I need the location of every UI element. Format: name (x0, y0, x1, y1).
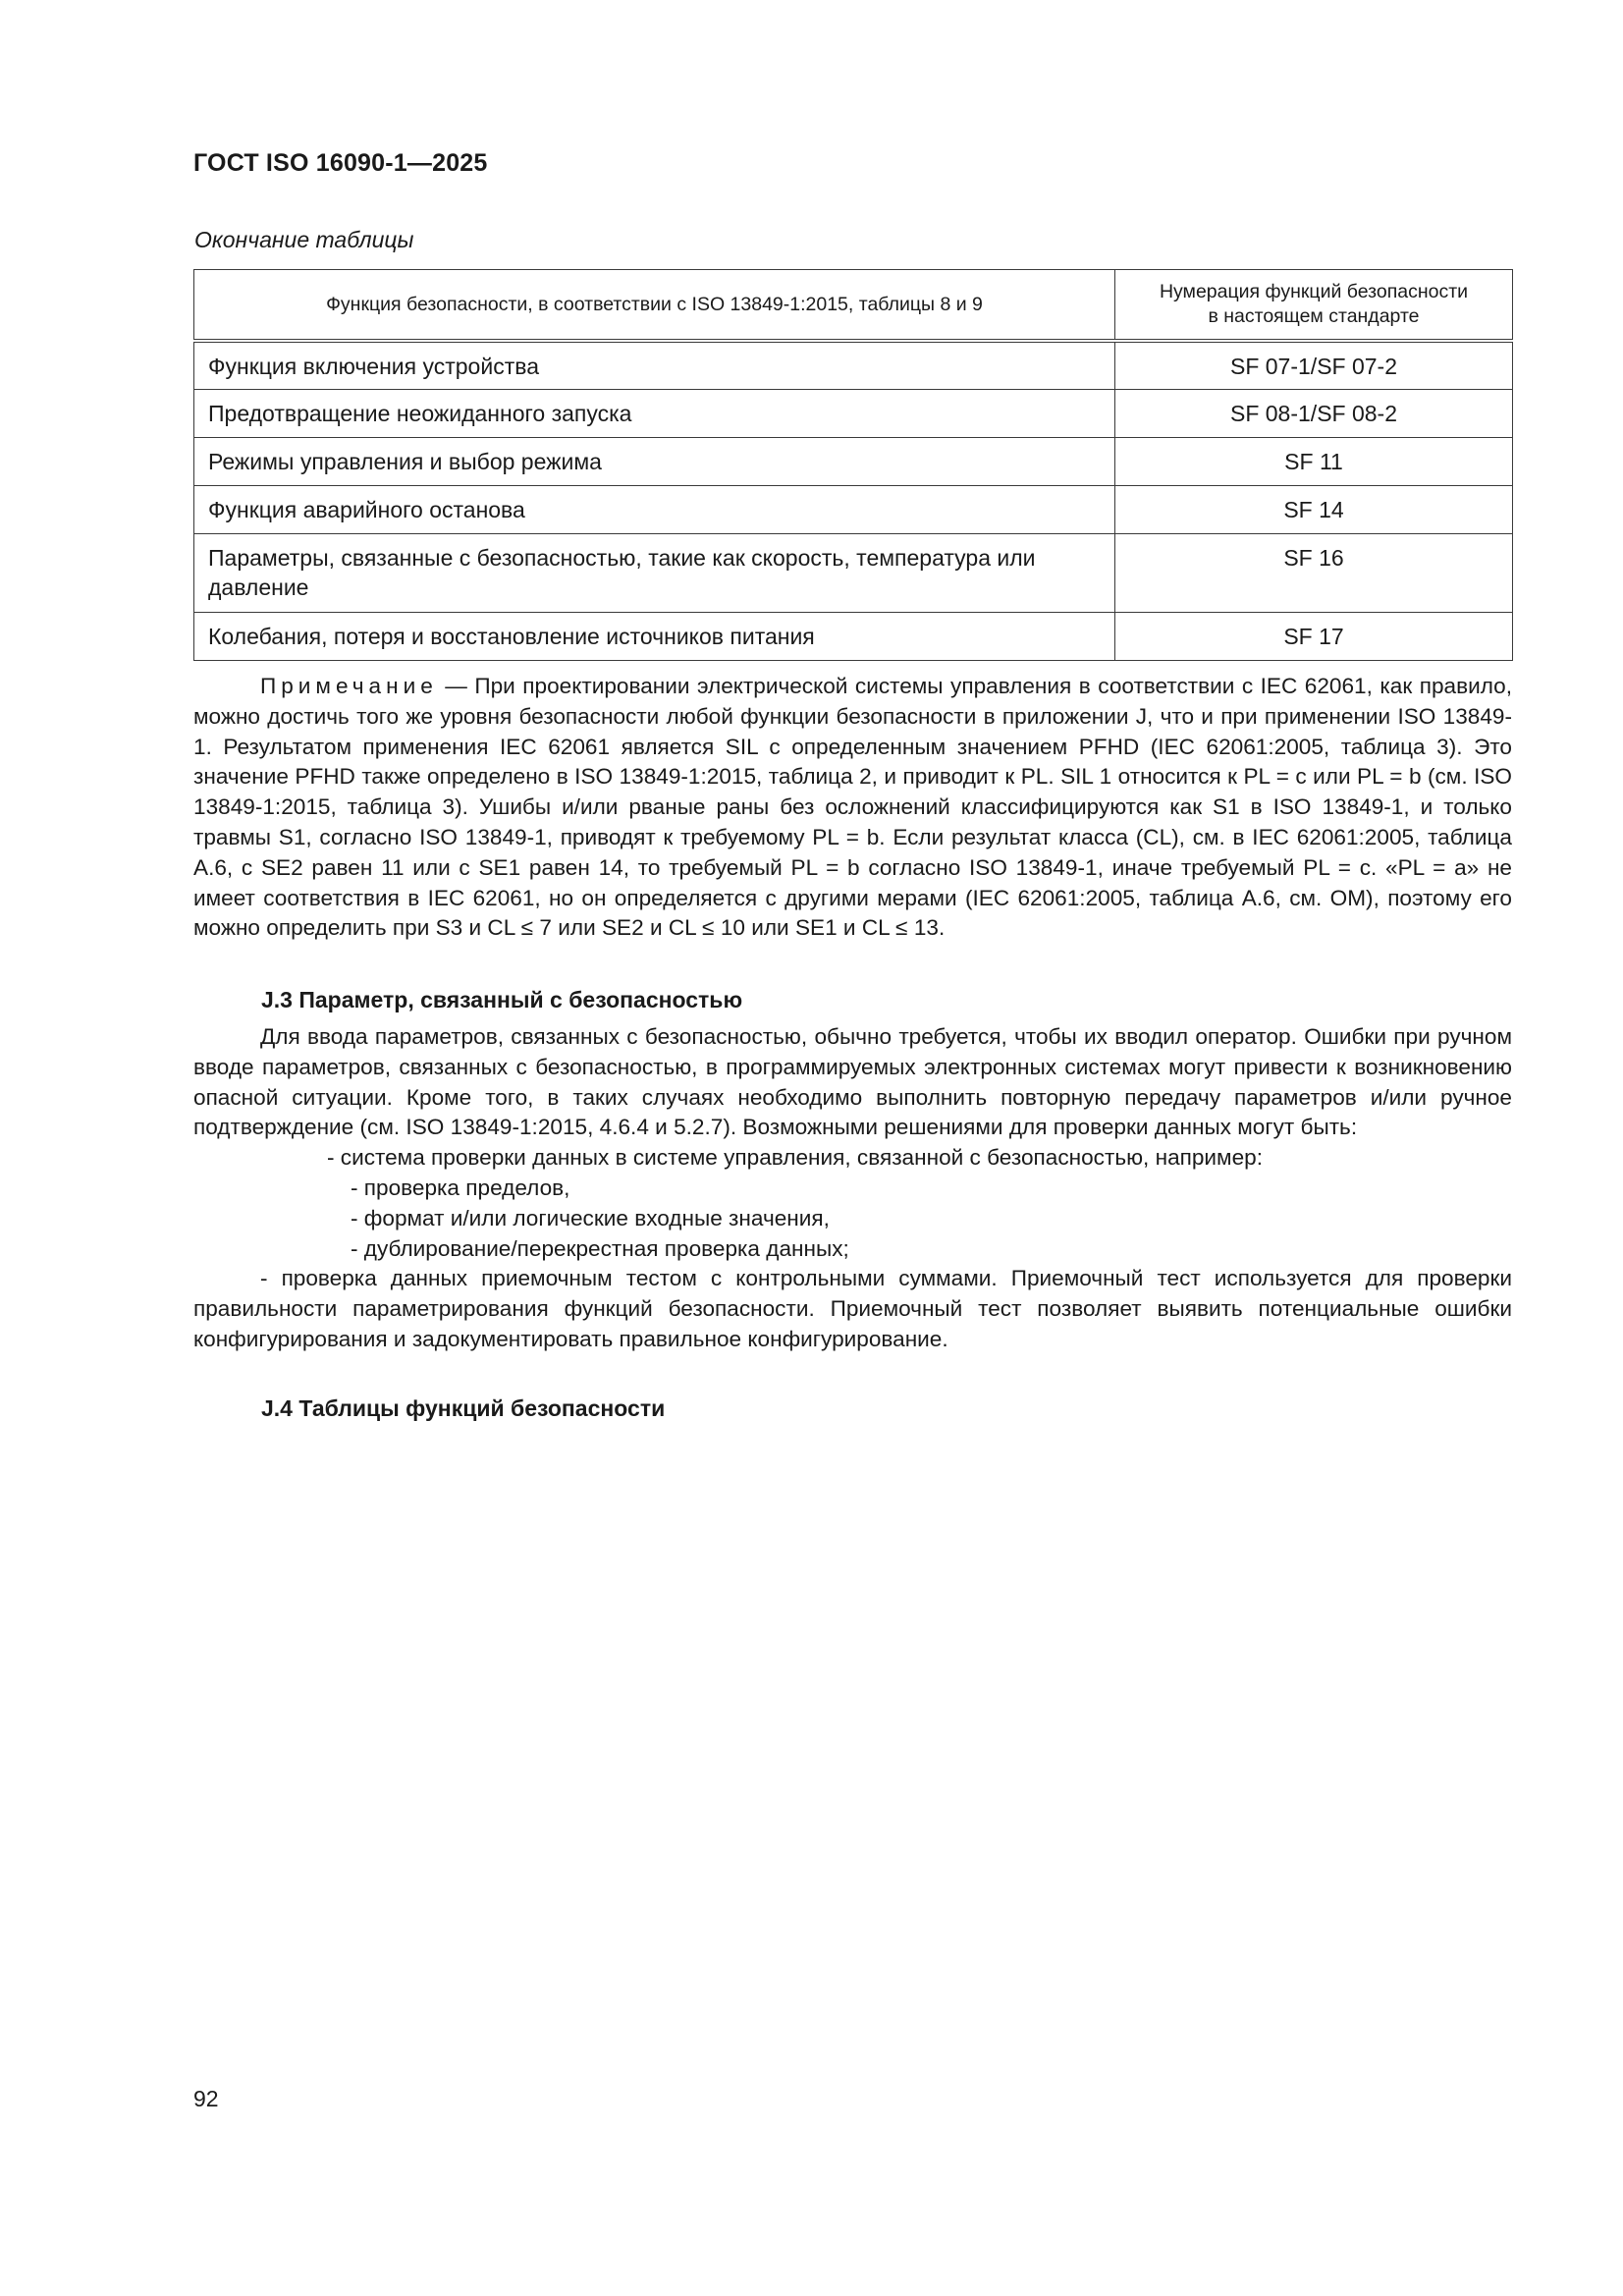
sub-list-item: - проверка пределов, (351, 1175, 570, 1200)
column-header-numbering-line1: Нумерация функций безопасности (1159, 281, 1469, 302)
list-item: - проверка данных приемочным тестом с контрольными суммами. Приемочный тест используется для проверки правильности параметрирования функций безопасности. Приемочный тест позволяет выявить потенциальные ошибки конфигурирования и задокументировать правильное конфигурирование. (193, 1266, 1512, 1351)
code-cell: SF 17 (1115, 612, 1513, 660)
code-cell: SF 11 (1115, 437, 1513, 485)
section-j3-heading: J.3 Параметр, связанный с безопасностью (261, 987, 743, 1012)
code-cell: SF 07-1/SF 07-2 (1115, 341, 1513, 389)
table-row (194, 437, 1513, 485)
function-cell: Режимы управления и выбор режима (194, 437, 1115, 485)
column-header-function: Функция безопасности, в соответствии с ISO 13849-1:2015, таблицы 8 и 9 (194, 270, 1115, 342)
table-caption: Окончание таблицы (194, 227, 414, 252)
table-header-row (194, 270, 1513, 342)
sub-list-item: - дублирование/перекрестная проверка данных; (351, 1235, 849, 1261)
page-number: 92 (193, 2086, 219, 2111)
code-cell: SF 08-1/SF 08-2 (1115, 389, 1513, 437)
function-cell: Предотвращение неожиданного запуска (194, 389, 1115, 437)
sub-list-item: - формат и/или логические входные значения, (351, 1205, 830, 1230)
note-text: — При проектировании электрической системы управления в соответствии с IEC 62061, как правило, можно достичь того же уровня безопасности любой функции безопасности в приложении J, что и при применении ISO 13849-1. Результатом применения IEC 62061 является SIL с определенным значением PFHD (IEC 62061:2005, таблица 3). Это значение PFHD также определено в ISO 13849-1:2015, таблица 2, и приводит к PL. SIL 1 относится к PL = c или PL = b (см. ISO 13849-1:2015, таблица 3). Ушибы и/или рваные раны без осложнений классифицируются как S1 в ISO 13849-1, и только травмы S1, согласно ISO 13849-1, приводят к требуемому PL = b. Если результат класса (CL), см. в IEC 62061:2005, таблица A.6, с SE2 равен 11 или с SE1 равен 14, то требуемый PL = b согласно ISO 13849-1, иначе требуемый PL = c. «PL = a» не имеет соответствия в IEC 62061, но он определяется с другими мерами (IEC 62061:2005, таблица A.6, см. OM), поэтому его можно определить при S3 и CL ≤ 7 или SE2 и CL ≤ 10 или SE1 и CL ≤ 13. (193, 674, 1512, 941)
table-note (193, 672, 1512, 944)
table-row (194, 533, 1513, 612)
column-header-numbering (1115, 270, 1513, 342)
document-header: ГОСТ ISO 16090-1—2025 (193, 149, 488, 177)
function-cell: Колебания, потеря и восстановление источников питания (194, 612, 1115, 660)
table-row (194, 341, 1513, 389)
code-cell: SF 14 (1115, 485, 1513, 533)
table-row (194, 612, 1513, 660)
note-label: Примечание (260, 674, 438, 698)
function-cell: Функция аварийного останова (194, 485, 1115, 533)
table-row (194, 389, 1513, 437)
section-j3-body (193, 1022, 1512, 1355)
list-item: - система проверки данных в системе управления, связанной с безопасностью, например: (327, 1145, 1263, 1171)
function-cell: Параметры, связанные с безопасностью, такие как скорость, температура или давление (194, 533, 1115, 612)
safety-functions-table (193, 269, 1513, 661)
code-cell: SF 16 (1115, 533, 1513, 612)
section-j3-paragraph: Для ввода параметров, связанных с безопасностью, обычно требуется, чтобы их вводил оператор. Ошибки при ручном вводе параметров, связанных с безопасностью, в программируемых электронных системах могут привести к возникновению опасной ситуации. Кроме того, в таких случаях необходимо выполнить повторную передачу параметров и/или ручное подтверждение (см. ISO 13849-1:2015, 4.6.4 и 5.2.7). Возможными решениями для проверки данных могут быть: (193, 1024, 1512, 1140)
note-paragraph (193, 672, 1512, 944)
column-header-numbering-line2: в настоящем стандарте (1208, 305, 1420, 327)
function-cell: Функция включения устройства (194, 341, 1115, 389)
section-j4-heading: J.4 Таблицы функций безопасности (261, 1395, 666, 1421)
table-row (194, 485, 1513, 533)
